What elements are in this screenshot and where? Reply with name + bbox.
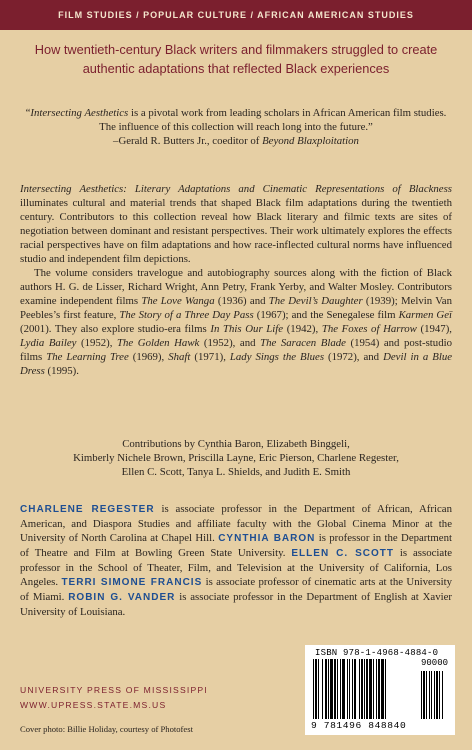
film-title: Devil in a Blue Dress [20, 351, 453, 377]
bio-text: is associate professor in the Department of English at Xavier University of Louisiana. [20, 591, 452, 618]
attribution-name: –Gerald R. Butters Jr., coeditor of [113, 135, 263, 147]
description-text: (1971), [190, 351, 230, 363]
editor-name: ROBIN G. VANDER [68, 592, 176, 603]
bio-text: is associate professor in the School of Theater, Film, and Television at the University of California, Los Angeles. [20, 547, 452, 588]
cover-photo-credit: Cover photo: Billie Holiday, courtesy of Photofest [20, 724, 193, 734]
price-code: 90000 [421, 658, 449, 668]
barcode-digits: 9 781496 848840 [311, 720, 407, 731]
endorsement-quote [20, 106, 452, 148]
bios-paragraph [20, 502, 452, 619]
description-text: (1936) and [214, 295, 269, 307]
contributors-line: Kimberly Nichele Brown, Priscilla Layne, Eric Pierson, Charlene Regester, [73, 452, 399, 464]
attribution-book: Beyond Blaxploitation [262, 135, 359, 147]
category-bar: FILM STUDIES / POPULAR CULTURE / AFRICAN AMERICAN STUDIES [0, 0, 472, 30]
bio-text: is professor in the Department of Theatre and Film at Bowling Green State University. [20, 532, 452, 559]
film-title: The Saracen Blade [260, 337, 346, 349]
publisher-name: UNIVERSITY PRESS OF MISSISSIPPI [20, 685, 208, 695]
description [20, 182, 452, 378]
contributors-line: Ellen C. Scott, Tanya L. Shields, and Judith E. Smith [121, 466, 351, 478]
description-text: (1942), [283, 323, 322, 335]
editor-name: CYNTHIA BARON [218, 533, 316, 544]
quote-open-mark: “ [25, 107, 31, 119]
publisher-url: WWW.UPRESS.STATE.MS.US [20, 700, 167, 710]
description-paragraph-2 [20, 266, 452, 378]
film-title: Lady Sings the Blues [229, 351, 325, 363]
editor-bios [20, 502, 452, 619]
headline: How twentieth-century Black writers and filmmakers struggled to create authentic adaptations that reflected Black experiences [34, 42, 438, 76]
description-text: (1939); Melvin Van Peebles’s first feature, [20, 295, 452, 321]
film-title: Karmen Geï [398, 309, 452, 321]
barcode-block [305, 645, 455, 735]
description-text: (1952), and [199, 337, 261, 349]
isbn-label: ISBN 978-1-4968-4884-0 [315, 648, 439, 658]
description-paragraph-1 [20, 182, 452, 266]
description-text: illuminates cultural and material trends that shaped Black film adaptations during the twentieth century. Contributors to this collection reveal how Black literary and filmic texts are sites of negotiation between dominant and resistant perspectives. Their work ultimately explores the effects racial perspectives have on film adaptations and how race-inflected cultural norms have influenced studio and independent film depictions. [20, 197, 452, 265]
film-title: Lydia Bailey [20, 337, 77, 349]
publisher-block [20, 683, 220, 713]
editor-name: CHARLENE REGESTER [20, 504, 155, 515]
film-title: The Love Wanga [141, 295, 215, 307]
description-text: (1952), [76, 337, 118, 349]
description-text: (1969), [128, 351, 169, 363]
book-full-title: Intersecting Aesthetics: Literary Adaptations and Cinematic Representations of Blackness [20, 183, 452, 195]
contributors-list [20, 437, 452, 479]
description-text: (1947), [416, 323, 453, 335]
film-title: In This Our Life [210, 323, 284, 335]
film-title: The Story of a Three Day Pass [119, 309, 254, 321]
description-text: The volume considers travelogue and autobiography sources along with the fiction of Black authors H. G. de Lisser, Richard Wright, Ann Petry, Frank Yerby, and Walter Mosley. Contributors examine independent films [20, 267, 452, 307]
barcode-icon [311, 659, 449, 719]
quote-title: Intersecting Aesthetics [30, 107, 129, 119]
film-title: The Devil’s Daughter [268, 295, 363, 307]
description-text: (1995). [44, 365, 79, 377]
editor-name: TERRI SIMONE FRANCIS [61, 577, 203, 588]
quote-attribution [20, 134, 452, 148]
editor-name: ELLEN C. SCOTT [291, 548, 395, 559]
description-text: (1967); and the Senegalese film [253, 309, 399, 321]
film-title: Shaft [168, 351, 191, 363]
description-text: (2001). They also explore studio-era films [20, 323, 211, 335]
bio-text: is associate professor of cinematic arts at the University of Miami. [20, 576, 453, 603]
film-title: The Learning Tree [46, 351, 129, 363]
film-title: The Golden Hawk [117, 337, 200, 349]
bio-text: is associate professor in the Department of African, African American, and Diaspora Studies and affiliate faculty with the Global Cinema Minor at the University of North Carolina at Chapel Hill. [20, 503, 452, 544]
description-text: (1972), and [324, 351, 384, 363]
quote-text: is a pivotal work from leading scholars in African American film studies. The influence of this collection will reach long into the future.” [99, 107, 447, 133]
description-text: (1954) and post-studio films [20, 337, 452, 363]
contributors-line: Contributions by Cynthia Baron, Elizabeth Binggeli, [122, 438, 350, 450]
film-title: The Foxes of Harrow [321, 323, 417, 335]
